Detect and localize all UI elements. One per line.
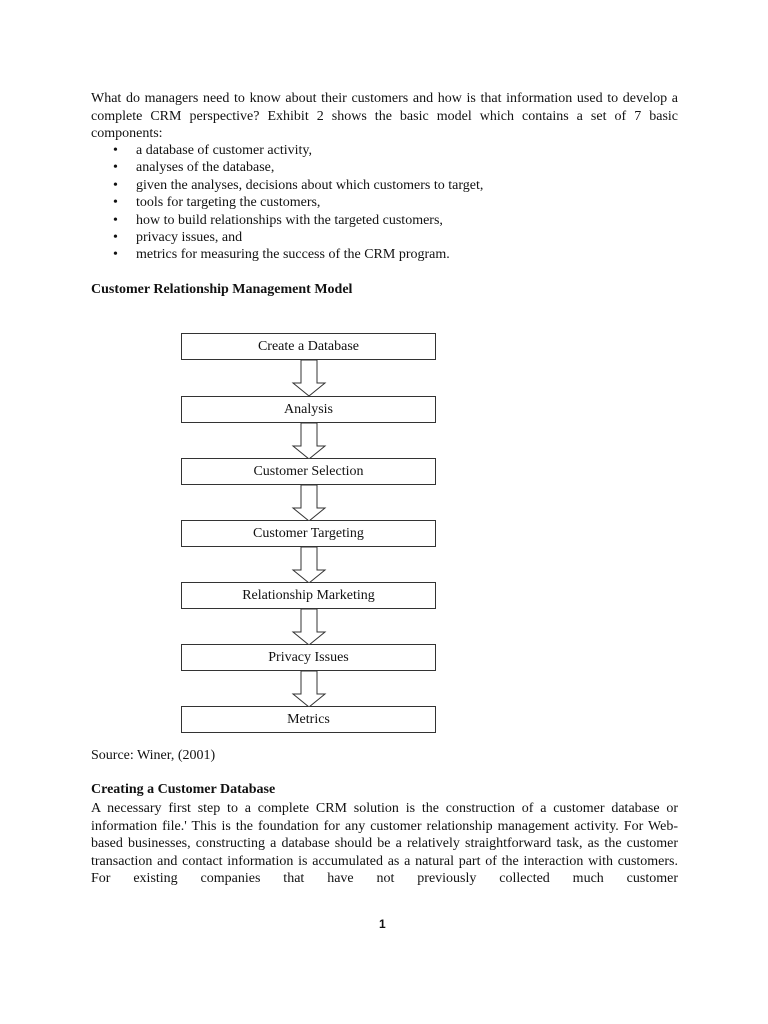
section-heading: Creating a Customer Database [91, 782, 276, 797]
flow-step-privacy-issues: Privacy Issues [181, 644, 436, 671]
down-arrow-icon [290, 609, 328, 645]
flow-step-customer-targeting: Customer Targeting [181, 520, 436, 547]
down-arrow-icon [290, 547, 328, 583]
component-list [91, 142, 483, 264]
list-item: • analyses of the database, [113, 160, 275, 176]
flow-step-customer-selection: Customer Selection [181, 458, 436, 485]
bullet-icon: • [113, 160, 118, 176]
down-arrow-icon [290, 360, 328, 396]
bullet-icon: • [113, 247, 118, 263]
flow-step-metrics: Metrics [181, 706, 436, 733]
list-item: • privacy issues, and [113, 230, 243, 246]
list-item: • how to build relationships with the targeted customers, [113, 212, 443, 228]
bullet-icon: • [113, 212, 118, 228]
bullet-icon: • [113, 143, 118, 158]
down-arrow-icon [290, 485, 328, 521]
page-number: 1 [379, 917, 386, 931]
list-item: • a database of customer activity, [113, 143, 312, 158]
diagram-title: Customer Relationship Management Model [91, 282, 353, 297]
down-arrow-icon [290, 671, 328, 707]
list-item: • metrics for measuring the success of the CRM program. [113, 247, 450, 263]
down-arrow-icon [290, 423, 328, 459]
source-citation: Source: Winer, (2001) [91, 748, 216, 763]
flow-step-relationship-marketing: Relationship Marketing [181, 582, 436, 609]
list-item: • given the analyses, decisions about which customers to target, [113, 177, 484, 193]
flow-step-analysis: Analysis [181, 396, 436, 423]
section-body-paragraph: A necessary first step to a complete CRM solution is the construction of a customer database or information file.' This is the foundation for any customer relationship management activity. For Web-based businesses, constructing a database should be a relatively straightforward task, as the customer transaction and contact information is accumulated as a natural part of the interaction with customers. For existing companies that have not previously collected much customer [91, 801, 678, 887]
bullet-icon: • [113, 230, 118, 246]
intro-paragraph: What do managers need to know about their customers and how is that information used to develop a complete CRM perspective? Exhibit 2 shows the basic model which contains a set of 7 basic components: [91, 91, 678, 141]
bullet-icon: • [113, 177, 118, 193]
flow-step-create-database: Create a Database [181, 333, 436, 360]
bullet-icon: • [113, 195, 118, 211]
list-item: • tools for targeting the customers, [113, 195, 321, 211]
